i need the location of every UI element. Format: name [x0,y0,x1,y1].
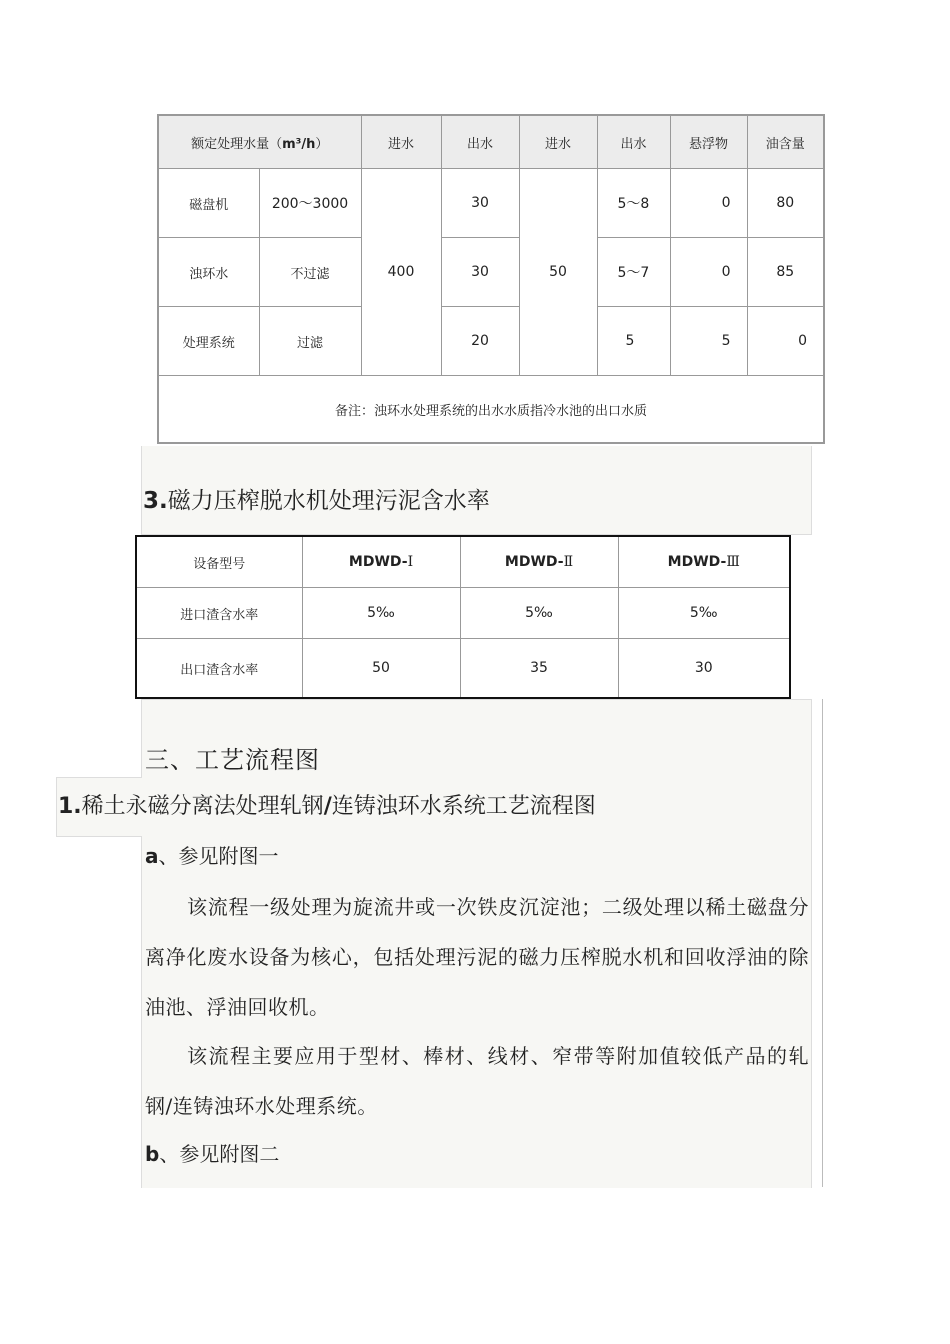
moisture-value: 5‰ [618,588,790,639]
heading-number: 3. [143,488,168,514]
suspended-value: 5 [670,307,747,376]
section-heading [143,482,490,515]
outlet-value: 30 [441,169,519,238]
header-model: 设备型号 [136,536,302,588]
heading-text: 磁力压榨脱水机处理污泥含水率 [167,488,490,514]
oil-value: 80 [747,169,824,238]
dewatering-table [135,535,791,699]
row-label: 出口渣含水率 [136,639,302,699]
header-oil-content: 油含量 [747,115,824,169]
header-rated-capacity: 额定处理水量（m³/h） [158,115,361,169]
header-inlet: 进水 [361,115,441,169]
water-quality-table [157,114,825,444]
row-label: 磁盘机 [158,169,259,238]
suspended-value: 0 [670,169,747,238]
suspended-value: 0 [670,238,747,307]
paragraph: 该流程一级处理为旋流井或一次铁皮沉淀池；二级处理以稀土磁盘分离净化废水设备为核心，包括处理污泥的磁力压榨脱水机和回收浮油的除油池、浮油回收机。 [145,895,809,1019]
item-a: a、参见附图一 [145,844,279,868]
item-b: b、参见附图二 [145,1142,280,1166]
capacity-range: 200～3000 [259,169,361,238]
outlet-value: 5～8 [597,169,670,238]
table-note-row [158,376,824,444]
inlet-value: 400 [361,169,441,376]
oil-value: 85 [747,238,824,307]
paragraph: 该流程主要应用于型材、棒材、线材、窄带等附加值较低产品的轧钢/连铸浊环水处理系统。 [145,1044,809,1118]
moisture-value: 5‰ [302,588,460,639]
outlet-value: 30 [441,238,519,307]
inlet-value: 50 [519,169,597,376]
table-header-row [136,536,790,588]
model-name: MDWD-Ⅰ [302,536,460,588]
model-name: MDWD-Ⅱ [460,536,618,588]
filter-mode: 过滤 [259,307,361,376]
header-outlet: 出水 [597,115,670,169]
divider [822,699,823,1187]
section-title: 三、工艺流程图 [145,746,320,774]
outlet-value: 20 [441,307,519,376]
header-outlet: 出水 [441,115,519,169]
moisture-value: 35 [460,639,618,699]
oil-value: 0 [747,307,824,376]
moisture-value: 5‰ [460,588,618,639]
header-suspended: 悬浮物 [670,115,747,169]
table-row [158,238,824,307]
moisture-value: 50 [302,639,460,699]
outlet-value: 5 [597,307,670,376]
table-row [158,307,824,376]
moisture-value: 30 [618,639,790,699]
table-row [136,588,790,639]
subsection-title: 1.稀土永磁分离法处理轧钢/连铸浊环水系统工艺流程图 [58,794,596,819]
table-header-row [158,115,824,169]
table-note: 备注：浊环水处理系统的出水水质指冷水池的出口水质 [158,376,824,444]
table-row [158,169,824,238]
table-row [136,639,790,699]
row-label: 浊环水 [158,238,259,307]
model-name: MDWD-Ⅲ [618,536,790,588]
row-label: 进口渣含水率 [136,588,302,639]
row-label: 处理系统 [158,307,259,376]
outlet-value: 5～7 [597,238,670,307]
filter-mode: 不过滤 [259,238,361,307]
header-inlet: 进水 [519,115,597,169]
